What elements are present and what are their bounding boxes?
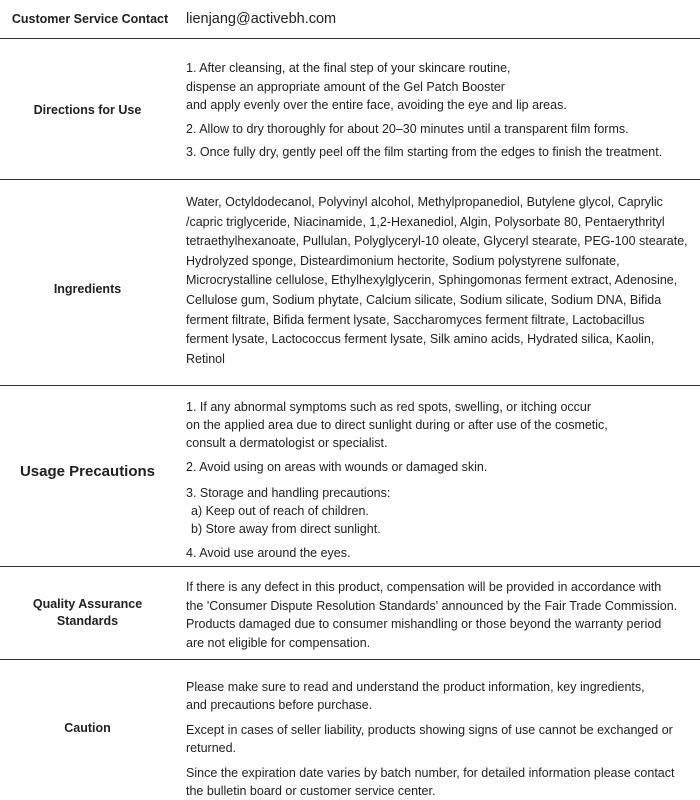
ingredients-label: Ingredients	[53, 282, 122, 296]
directions-step-3: 3. Once fully dry, gently peel off the film starting from the edges to finish the treatment.	[186, 145, 663, 159]
caution-line-2: Except in cases of seller liability, products showing signs of use cannot be exchanged or returned.	[186, 723, 673, 755]
precaution-2: 2. Avoid using on areas with wounds or damaged skin.	[186, 460, 488, 474]
quality-content	[175, 578, 700, 659]
precaution-1: 1. If any abnormal symptoms such as red spots, swelling, or itching occur on the applied area due to direct sunlight during or after use of the cosmetic, consult a dermatologist or specialist.	[186, 400, 608, 450]
precautions-content	[175, 398, 700, 566]
precaution-3: 3. Storage and handling precautions:	[186, 486, 391, 500]
ingredients-text: Water, Octyldodecanol, Polyvinyl alcohol, Methylpropanediol, Butylene glycol, Caprylic /capric triglyceride, Niacinamide, 1,2-Hexanediol, Algin, Polysorbate 80, Pentaerythrityl tetraethylhexanoate, Pullulan, Polyglyceryl-10 oleate, Glyceryl stearate, PEG-100 stearate, Hydrolyzed sponge, Disteardimonium hectorite, Sodium polystyrene sulfonate, Microcrystalline cellulose, Ethylhexylglycerin, Sphingomonas ferment extract, Adenosine, Cellulose gum, Sodium phytate, Calcium silicate, Sodium silicate, Sodium DNA, Bifida ferment filtrate, Bifida ferment lysate, Saccharomyces ferment filtrate, Lactobacillus ferment lysate, Lactococcus ferment lysate, Silk amino acids, Hydrated silica, Kaolin, Retinol	[186, 195, 688, 366]
quality-row	[0, 567, 700, 660]
customer-service-email: lienjang@activebh.com	[186, 11, 337, 27]
precautions-row	[0, 386, 700, 567]
caution-line-1: Please make sure to read and understand the product information, key ingredients, and precautions before purchase.	[186, 680, 645, 712]
caution-content	[175, 678, 700, 798]
precaution-3b: b) Store away from direct sunlight.	[191, 522, 381, 536]
directions-row	[0, 39, 700, 180]
precaution-4: 4. Avoid use around the eyes.	[186, 546, 351, 560]
customer-service-row	[0, 0, 700, 39]
directions-label: Directions for Use	[33, 103, 142, 117]
quality-text: If there is any defect in this product, compensation will be provided in accordance with the 'Consumer Dispute Resolution Standards' announced by the Fair Trade Commission. Products damaged due to consumer mishandling or those beyond the warranty period are not eligible for compensation.	[186, 580, 678, 650]
directions-step-2: 2. Allow to dry thoroughly for about 20–30 minutes until a transparent film forms.	[186, 121, 629, 136]
ingredients-content	[175, 193, 700, 385]
customer-service-label: Customer Service Contact	[11, 12, 169, 26]
caution-row	[0, 660, 700, 798]
quality-label: Quality Assurance Standards	[32, 597, 143, 628]
precaution-3a: a) Keep out of reach of children.	[191, 504, 369, 518]
caution-label: Caution	[64, 721, 111, 735]
directions-content	[175, 59, 700, 179]
precautions-label: Usage Precautions	[19, 463, 156, 480]
ingredients-row	[0, 180, 700, 386]
caution-line-3: Since the expiration date varies by batch number, for detailed information please contact the bulletin board or customer service center.	[186, 766, 675, 798]
directions-step-1: 1. After cleansing, at the final step of your skincare routine, dispense an appropriate amount of the Gel Patch Booster and apply evenly over the entire face, avoiding the eye and lip areas.	[186, 61, 567, 112]
